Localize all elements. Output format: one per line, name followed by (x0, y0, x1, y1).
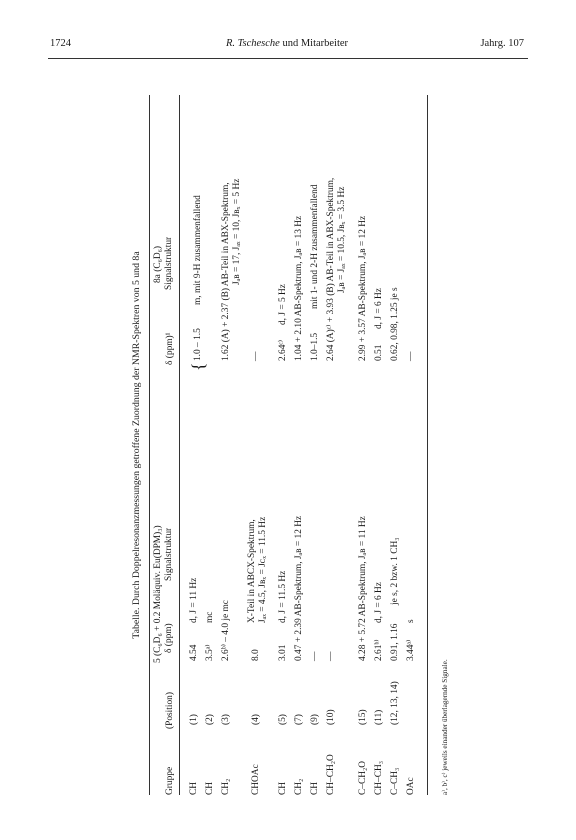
cell-gruppe: CH (278, 781, 288, 795)
cell-gruppe: C–CH₂O (358, 760, 368, 795)
table-header-rule (179, 95, 180, 795)
cell-gruppe: OAc (406, 777, 416, 795)
table-bottom-rule (427, 95, 428, 795)
header-5-signal: Signalstruktur (164, 527, 174, 581)
cell-8a-signal: d, J = 6 Hz (374, 288, 384, 329)
cell-8a-shift: 2.64ᶜ⁾ (278, 339, 288, 361)
cell-5-signal: je s, 2 bzw. 1 CH₃ (390, 537, 400, 605)
running-head (50, 38, 524, 56)
cell-8a-signal: Jₐʙ = Jₐₓ = 10.5, Jʙₓ = 3.5 Hz (337, 186, 347, 293)
cell-8a-shift: 2.99 + 3.57 AB-Spektrum, Jₐʙ = 12 Hz (358, 215, 368, 361)
header-position: (Position) (165, 692, 175, 729)
cell-8a-signal: Jₐʙ = 17, Jₐₓ = 10, Jʙₓ = 5 Hz (232, 178, 242, 285)
page-number: 1724 (50, 38, 71, 49)
cell-position: (10) (326, 709, 336, 725)
cell-position: (5) (278, 714, 288, 725)
header-8a-shift: δ (ppm)¹ (165, 332, 175, 365)
cell-8a-shift: 1.0–1.5 (310, 332, 320, 361)
cell-8a-shift: 0.51 (374, 344, 384, 361)
cell-position: (11) (374, 709, 384, 725)
header-5-shift: δ (ppm) (164, 623, 174, 653)
cell-5-signal-line2: Jₐₓ = 4.5, Jʙₓ = Jᴄₓ = 11.5 Hz (258, 516, 268, 623)
cell-5-shift: 0.91, 1.16 (390, 623, 400, 661)
cell-8a-shift: 1.62 (A) + 2.37 (B) AB-Teil in ABX-Spektrum, (221, 182, 231, 361)
cell-5-shift: 2.61ᵇ⁾ (374, 639, 384, 661)
cell-position: (15) (358, 709, 368, 725)
cell-position: (1) (189, 714, 199, 725)
cell-position: (4) (251, 714, 261, 725)
cell-gruppe: CH–CH₂O (326, 754, 336, 795)
cell-5-signal: d, J = 11.5 Hz (278, 570, 288, 623)
cell-5-shift: 8.0 (251, 649, 261, 661)
cell-5-shift: 3.01 (278, 644, 288, 661)
cell-gruppe: CH (205, 781, 215, 795)
cell-gruppe: C–CH₃ (390, 767, 400, 795)
cell-gruppe: CHOAc (251, 764, 261, 795)
cell-5-signal: X-Teil in ABCX-Spektrum, (247, 519, 257, 623)
cell-gruppe: CH (189, 781, 199, 795)
cell-position: (3) (221, 714, 231, 725)
header-compound-5: 5 (C₆D₆ + 0.2 Moläquiv. Eu(DPM)₃) (153, 525, 163, 663)
cell-5-signal: mc (205, 611, 215, 623)
cell-8a-shift: 1.0 – 1.5 (193, 328, 203, 361)
cell-gruppe: CH₂ (221, 778, 231, 795)
running-title-author: R. Tschesche (225, 38, 280, 49)
brace: { (188, 362, 208, 371)
cell-position: (7) (294, 714, 304, 725)
cell-8a-shift: 1.04 + 2.10 AB-Spektrum, Jₐʙ = 13 Hz (294, 215, 304, 361)
cell-5-shift: — (310, 651, 320, 661)
cell-5-signal: d, J = 11 Hz (189, 577, 199, 623)
cell-8a-signal: mit 1- und 2-H zusammenfallend (310, 184, 320, 309)
cell-position: (12, 13, 14) (390, 681, 400, 725)
cell-5-signal: d, J = 6 Hz (374, 582, 384, 623)
table-top-rule (149, 95, 150, 795)
running-title (50, 38, 524, 49)
cell-5-shift: 4.54 (189, 644, 199, 661)
cell-5-shift: 3.5ᵃ⁾ (205, 644, 215, 661)
table-caption: Tabelle. Durch Doppelresonanzmessungen getroffene Zuordnung der NMR-Spektren von 5 und 8a (131, 251, 142, 639)
cell-5-shift: 4.28 + 5.72 AB-Spektrum, Jₐʙ = 11 Hz (358, 516, 368, 661)
cell-position: (2) (205, 714, 215, 725)
cell-8a-shift: 2.64 (A)ᶜ⁾ + 3.93 (B) AB-Teil in ABX-Spektrum, (326, 177, 336, 361)
header-compound-8a: 8a (C₆D₆) (153, 246, 163, 283)
running-title-rest: und Mitarbeiter (279, 38, 349, 49)
cell-8a-signal: m, mit 9-H zusammenfallend (193, 195, 203, 305)
cell-5-shift: — (326, 651, 336, 661)
cell-5-signal: s (406, 619, 416, 623)
header-rule (48, 58, 528, 59)
header-8a-signal: Signalstruktur (164, 236, 174, 290)
table-footnote: a⁾, b⁾, c⁾ jeweils einander überlagernde Signale. (441, 659, 449, 795)
cell-5-shift: 0.47 + 2.39 AB-Spektrum, Jₐʙ = 12 Hz (294, 515, 304, 661)
header-gruppe: Gruppe (165, 766, 175, 795)
nmr-table (123, 95, 453, 795)
journal-volume: Jahrg. 107 (480, 38, 524, 49)
cell-gruppe: CH–CH₃ (374, 760, 384, 795)
cell-5-shift: 2.6ᵇ⁾ – 4.0 je mc (221, 600, 231, 661)
cell-8a-shift: — (251, 351, 261, 361)
cell-8a-shift: — (406, 351, 416, 361)
cell-position: (9) (310, 714, 320, 725)
cell-5-shift: 3.44ᵃ⁾ (406, 639, 416, 661)
cell-gruppe: CH₂ (294, 778, 304, 795)
cell-8a-shift: 0.62, 0.98, 1.25 je s (390, 287, 400, 361)
cell-8a-signal: d, J = 5 Hz (278, 284, 288, 325)
cell-gruppe: CH (310, 781, 320, 795)
